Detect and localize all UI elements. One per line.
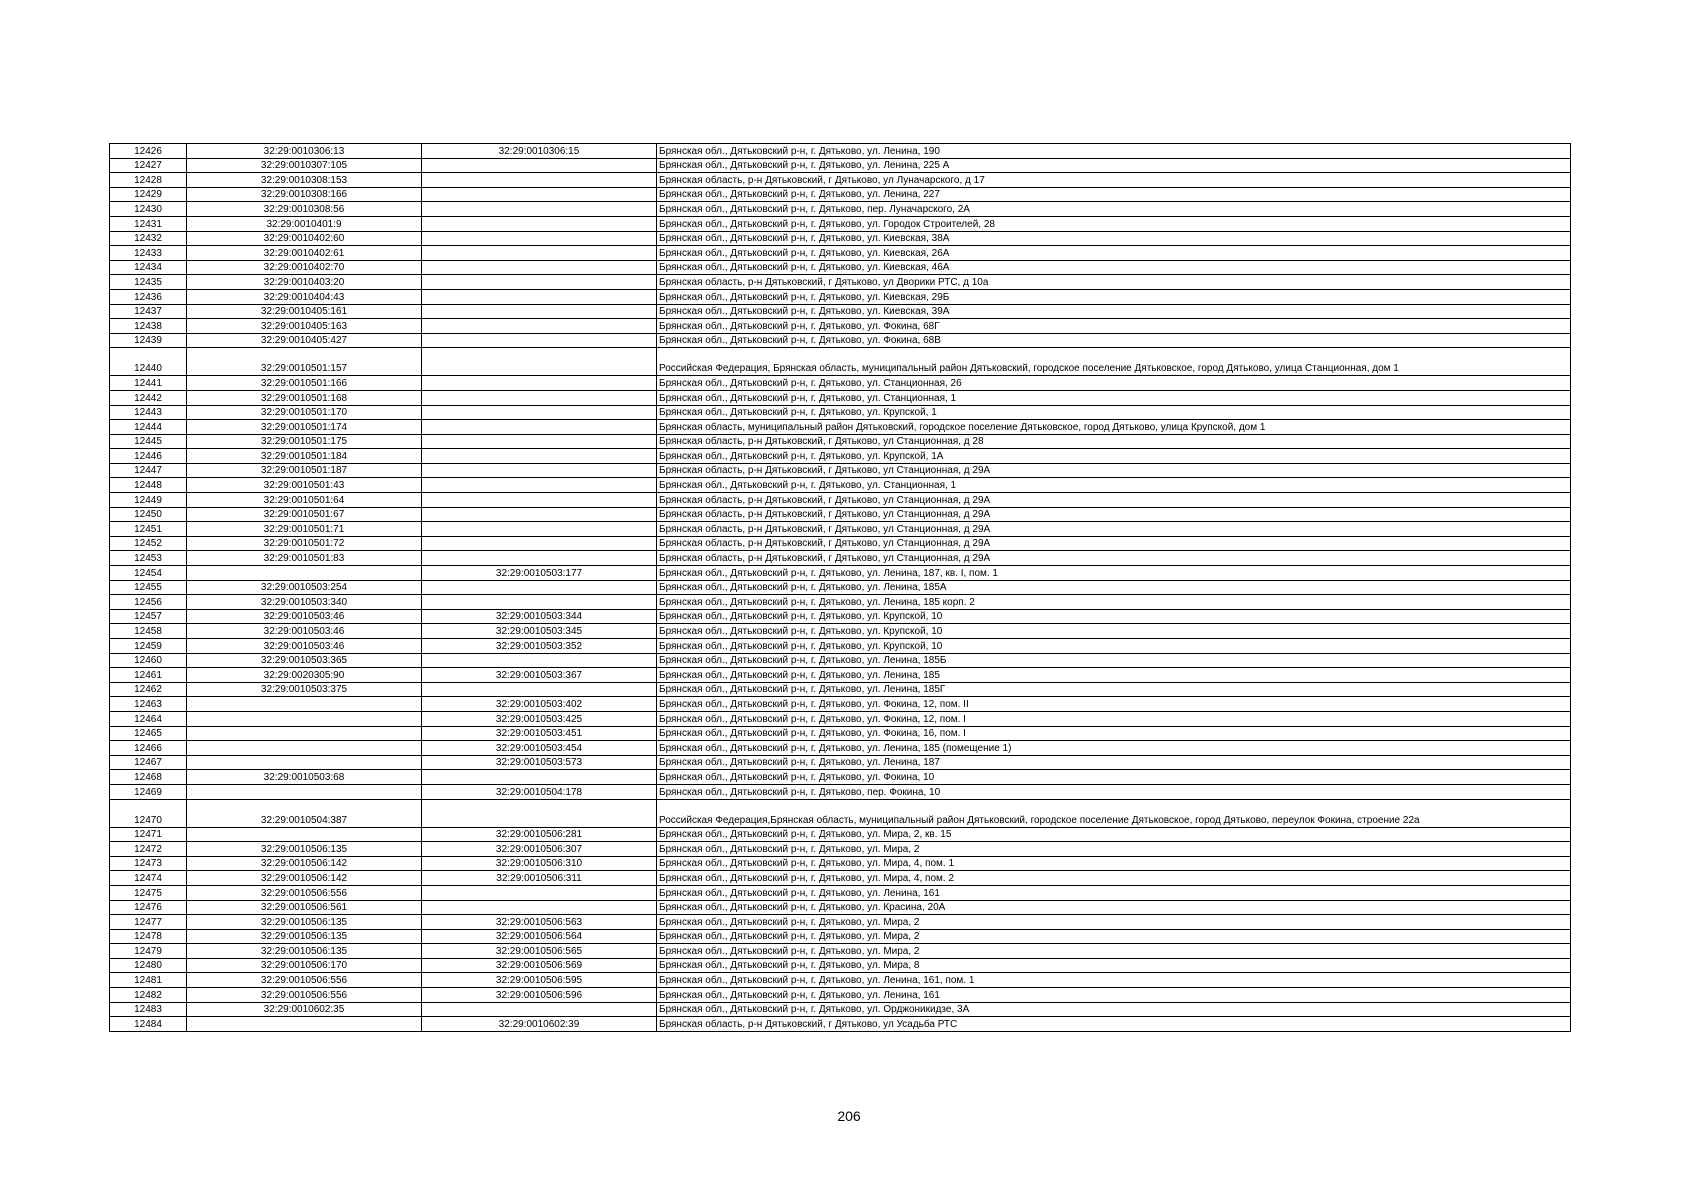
row-number-cell: 12439 [110,333,187,348]
land-cadastral-number-cell: 32:29:0010506:135 [187,842,422,857]
table-row [110,319,1571,334]
table-row [110,434,1571,449]
table-row [110,871,1571,886]
row-number-cell: 12454 [110,566,187,581]
row-number-cell: 12482 [110,988,187,1003]
address-cell: Брянская обл., Дятьковский р-н, г. Дятьково, ул. Ленина, 227 [657,187,1571,202]
row-number-cell: 12442 [110,390,187,405]
address-cell: Брянская обл., Дятьковский р-н, г. Дятьково, ул. Ленина, 185 [657,668,1571,683]
land-cadastral-number-cell: 32:29:0010308:153 [187,173,422,188]
land-cadastral-number-cell: 32:29:0010501:83 [187,551,422,566]
object-cadastral-number-cell [422,463,657,478]
land-cadastral-number-cell: 32:29:0010402:61 [187,246,422,261]
row-number-cell: 12451 [110,522,187,537]
row-number-cell: 12467 [110,755,187,770]
address-cell: Брянская обл., Дятьковский р-н, г. Дятьково, ул. Мира, 8 [657,958,1571,973]
table-row [110,900,1571,915]
row-number-cell: 12481 [110,973,187,988]
land-cadastral-number-cell: 32:29:0010506:142 [187,856,422,871]
table-row [110,1017,1571,1032]
object-cadastral-number-cell [422,885,657,900]
address-cell: Брянская обл., Дятьковский р-н, г. Дятьково, ул. Киевская, 38А [657,231,1571,246]
table-row [110,522,1571,537]
row-number-cell: 12484 [110,1017,187,1032]
table-row [110,275,1571,290]
address-cell: Российская Федерация,Брянская область, муниципальный район Дятьковский, городское поселение Дятьковское, город Дятьково, переулок Фокина, строение 22а [657,799,1571,827]
address-cell: Брянская обл., Дятьковский р-н, г. Дятьково, пер. Луначарского, 2А [657,202,1571,217]
registry-body [110,144,1571,1032]
table-row [110,333,1571,348]
land-cadastral-number-cell: 32:29:0010306:13 [187,144,422,159]
land-cadastral-number-cell: 32:29:0010503:68 [187,770,422,785]
land-cadastral-number-cell [187,697,422,712]
table-row [110,390,1571,405]
row-number-cell: 12468 [110,770,187,785]
address-cell: Брянская область, р-н Дятьковский, г Дятьково, ул Станционная, д 28 [657,434,1571,449]
address-cell: Брянская обл., Дятьковский р-н, г. Дятьково, ул. Ленина, 190 [657,144,1571,159]
object-cadastral-number-cell [422,202,657,217]
row-number-cell: 12432 [110,231,187,246]
address-cell: Брянская обл., Дятьковский р-н, г. Дятьково, ул. Фокина, 12, пом. I [657,711,1571,726]
table-row [110,493,1571,508]
land-cadastral-number-cell: 32:29:0010403:20 [187,275,422,290]
address-cell: Брянская обл., Дятьковский р-н, г. Дятьково, ул. Мира, 2, кв. 15 [657,827,1571,842]
row-number-cell: 12434 [110,260,187,275]
address-cell: Брянская область, р-н Дятьковский, г Дятьково, ул Луначарского, д 17 [657,173,1571,188]
row-number-cell: 12469 [110,784,187,799]
table-row [110,958,1571,973]
object-cadastral-number-cell: 32:29:0010504:178 [422,784,657,799]
address-cell: Брянская обл., Дятьковский р-н, г. Дятьково, ул. Красина, 20А [657,900,1571,915]
land-cadastral-number-cell: 32:29:0010506:135 [187,944,422,959]
table-row [110,420,1571,435]
object-cadastral-number-cell: 32:29:0010602:39 [422,1017,657,1032]
land-cadastral-number-cell [187,827,422,842]
table-row [110,711,1571,726]
land-cadastral-number-cell: 32:29:0010506:561 [187,900,422,915]
row-number-cell: 12459 [110,639,187,654]
object-cadastral-number-cell: 32:29:0010506:564 [422,929,657,944]
table-row [110,639,1571,654]
row-number-cell: 12476 [110,900,187,915]
object-cadastral-number-cell: 32:29:0010506:596 [422,988,657,1003]
object-cadastral-number-cell [422,595,657,610]
address-cell: Брянская обл., Дятьковский р-н, г. Дятьково, ул. Киевская, 29Б [657,289,1571,304]
row-number-cell: 12428 [110,173,187,188]
land-cadastral-number-cell: 32:29:0010501:184 [187,449,422,464]
table-row [110,799,1571,827]
table-row [110,449,1571,464]
table-row [110,842,1571,857]
table-row [110,1002,1571,1017]
land-cadastral-number-cell: 32:29:0010503:365 [187,653,422,668]
row-number-cell: 12456 [110,595,187,610]
row-number-cell: 12446 [110,449,187,464]
land-cadastral-number-cell: 32:29:0010501:67 [187,507,422,522]
object-cadastral-number-cell: 32:29:0010506:307 [422,842,657,857]
address-cell: Брянская обл., Дятьковский р-н, г. Дятьково, ул. Орджоникидзе, 3А [657,1002,1571,1017]
land-cadastral-number-cell: 32:29:0010402:70 [187,260,422,275]
row-number-cell: 12449 [110,493,187,508]
registry-table [109,143,1571,1032]
table-row [110,784,1571,799]
land-cadastral-number-cell: 32:29:0010503:375 [187,682,422,697]
row-number-cell: 12427 [110,158,187,173]
land-cadastral-number-cell: 32:29:0010503:254 [187,580,422,595]
address-cell: Брянская обл., Дятьковский р-н, г. Дятьково, ул. Ленина, 187 [657,755,1571,770]
table-row [110,246,1571,261]
object-cadastral-number-cell: 32:29:0010503:573 [422,755,657,770]
row-number-cell: 12431 [110,216,187,231]
land-cadastral-number-cell: 32:29:0010503:46 [187,639,422,654]
land-cadastral-number-cell: 32:29:0010405:163 [187,319,422,334]
table-row [110,478,1571,493]
row-number-cell: 12461 [110,668,187,683]
address-cell: Брянская область, р-н Дятьковский, г Дятьково, ул Станционная, д 29А [657,463,1571,478]
page-number: 206 [837,1108,861,1124]
object-cadastral-number-cell [422,246,657,261]
object-cadastral-number-cell: 32:29:0010506:310 [422,856,657,871]
row-number-cell: 12477 [110,915,187,930]
row-number-cell: 12457 [110,609,187,624]
object-cadastral-number-cell: 32:29:0010306:15 [422,144,657,159]
table-row [110,187,1571,202]
table-row [110,755,1571,770]
table-row [110,158,1571,173]
row-number-cell: 12445 [110,434,187,449]
table-row [110,624,1571,639]
row-number-cell: 12447 [110,463,187,478]
object-cadastral-number-cell: 32:29:0010506:311 [422,871,657,886]
object-cadastral-number-cell [422,173,657,188]
address-cell: Брянская обл., Дятьковский р-н, г. Дятьково, ул. Ленина, 161, пом. 1 [657,973,1571,988]
address-cell: Брянская обл., Дятьковский р-н, г. Дятьково, ул. Крупской, 1А [657,449,1571,464]
address-cell: Брянская обл., Дятьковский р-н, г. Дятьково, ул. Фокина, 16, пом. I [657,726,1571,741]
address-cell: Брянская область, р-н Дятьковский, г Дятьково, ул Станционная, д 29А [657,522,1571,537]
row-number-cell: 12436 [110,289,187,304]
address-cell: Брянская обл., Дятьковский р-н, г. Дятьково, ул. Ленина, 185А [657,580,1571,595]
object-cadastral-number-cell [422,319,657,334]
address-cell: Брянская область, р-н Дятьковский, г Дятьково, ул Станционная, д 29А [657,493,1571,508]
row-number-cell: 12470 [110,799,187,827]
address-cell: Брянская область, р-н Дятьковский, г Дятьково, ул Дворики РТС, д 10а [657,275,1571,290]
address-cell: Брянская обл., Дятьковский р-н, г. Дятьково, ул. Мира, 2 [657,929,1571,944]
row-number-cell: 12466 [110,741,187,756]
address-cell: Брянская область, р-н Дятьковский, г Дятьково, ул Станционная, д 29А [657,536,1571,551]
object-cadastral-number-cell: 32:29:0010503:367 [422,668,657,683]
land-cadastral-number-cell: 32:29:0010501:72 [187,536,422,551]
object-cadastral-number-cell [422,376,657,391]
land-cadastral-number-cell: 32:29:0010503:46 [187,609,422,624]
object-cadastral-number-cell [422,434,657,449]
table-row [110,653,1571,668]
address-cell: Брянская обл., Дятьковский р-н, г. Дятьково, ул. Ленина, 161 [657,885,1571,900]
row-number-cell: 12452 [110,536,187,551]
row-number-cell: 12465 [110,726,187,741]
land-cadastral-number-cell [187,711,422,726]
address-cell: Брянская обл., Дятьковский р-н, г. Дятьково, ул. Крупской, 10 [657,639,1571,654]
land-cadastral-number-cell: 32:29:0010501:166 [187,376,422,391]
table-row [110,536,1571,551]
table-row [110,376,1571,391]
table-row [110,216,1571,231]
object-cadastral-number-cell: 32:29:0010503:344 [422,609,657,624]
object-cadastral-number-cell [422,420,657,435]
table-row [110,507,1571,522]
row-number-cell: 12458 [110,624,187,639]
land-cadastral-number-cell: 32:29:0010501:187 [187,463,422,478]
table-row [110,566,1571,581]
object-cadastral-number-cell [422,1002,657,1017]
land-cadastral-number-cell: 32:29:0010506:135 [187,929,422,944]
object-cadastral-number-cell: 32:29:0010506:565 [422,944,657,959]
row-number-cell: 12455 [110,580,187,595]
table-row [110,915,1571,930]
row-number-cell: 12475 [110,885,187,900]
land-cadastral-number-cell: 32:29:0010501:71 [187,522,422,537]
object-cadastral-number-cell: 32:29:0010506:563 [422,915,657,930]
row-number-cell: 12437 [110,304,187,319]
land-cadastral-number-cell: 32:29:0010504:387 [187,799,422,827]
address-cell: Брянская обл., Дятьковский р-н, г. Дятьково, ул. Киевская, 46А [657,260,1571,275]
land-cadastral-number-cell: 32:29:0010401:9 [187,216,422,231]
table-row [110,770,1571,785]
object-cadastral-number-cell [422,551,657,566]
table-row [110,697,1571,712]
land-cadastral-number-cell: 32:29:0010501:170 [187,405,422,420]
address-cell: Брянская обл., Дятьковский р-н, г. Дятьково, ул. Ленина, 161 [657,988,1571,1003]
row-number-cell: 12440 [110,348,187,376]
object-cadastral-number-cell: 32:29:0010503:345 [422,624,657,639]
land-cadastral-number-cell: 32:29:0010501:168 [187,390,422,405]
land-cadastral-number-cell: 32:29:0010602:35 [187,1002,422,1017]
object-cadastral-number-cell [422,580,657,595]
object-cadastral-number-cell [422,682,657,697]
table-row [110,827,1571,842]
address-cell: Брянская обл., Дятьковский р-н, г. Дятьково, ул. Станционная, 26 [657,376,1571,391]
object-cadastral-number-cell [422,390,657,405]
land-cadastral-number-cell [187,726,422,741]
land-cadastral-number-cell [187,741,422,756]
table-row [110,144,1571,159]
land-cadastral-number-cell: 32:29:0010307:105 [187,158,422,173]
row-number-cell: 12426 [110,144,187,159]
address-cell: Брянская обл., Дятьковский р-н, г. Дятьково, пер. Фокина, 10 [657,784,1571,799]
address-cell: Брянская область, р-н Дятьковский, г Дятьково, ул Усадьба РТС [657,1017,1571,1032]
land-cadastral-number-cell: 32:29:0010506:135 [187,915,422,930]
land-cadastral-number-cell: 32:29:0010501:64 [187,493,422,508]
address-cell: Брянская область, р-н Дятьковский, г Дятьково, ул Станционная, д 29А [657,507,1571,522]
address-cell: Брянская обл., Дятьковский р-н, г. Дятьково, ул. Городок Строителей, 28 [657,216,1571,231]
address-cell: Брянская область, р-н Дятьковский, г Дятьково, ул Станционная, д 29А [657,551,1571,566]
table-row [110,173,1571,188]
row-number-cell: 12453 [110,551,187,566]
object-cadastral-number-cell [422,493,657,508]
table-row [110,463,1571,478]
land-cadastral-number-cell: 32:29:0010402:60 [187,231,422,246]
row-number-cell: 12433 [110,246,187,261]
table-row [110,289,1571,304]
address-cell: Брянская обл., Дятьковский р-н, г. Дятьково, ул. Мира, 2 [657,915,1571,930]
row-number-cell: 12478 [110,929,187,944]
row-number-cell: 12471 [110,827,187,842]
address-cell: Брянская обл., Дятьковский р-н, г. Дятьково, ул. Фокина, 68Г [657,319,1571,334]
address-cell: Брянская обл., Дятьковский р-н, г. Дятьково, ул. Мира, 4, пом. 2 [657,871,1571,886]
address-cell: Брянская обл., Дятьковский р-н, г. Дятьково, ул. Крупской, 1 [657,405,1571,420]
address-cell: Брянская обл., Дятьковский р-н, г. Дятьково, ул. Мира, 4, пом. 1 [657,856,1571,871]
land-cadastral-number-cell: 32:29:0010506:556 [187,973,422,988]
address-cell: Брянская обл., Дятьковский р-н, г. Дятьково, ул. Ленина, 185Б [657,653,1571,668]
land-cadastral-number-cell: 32:29:0010405:161 [187,304,422,319]
land-cadastral-number-cell: 32:29:0010501:175 [187,434,422,449]
row-number-cell: 12464 [110,711,187,726]
table-row [110,405,1571,420]
land-cadastral-number-cell: 32:29:0010308:166 [187,187,422,202]
table-row [110,929,1571,944]
table-row [110,202,1571,217]
address-cell: Брянская обл., Дятьковский р-н, г. Дятьково, ул. Фокина, 68В [657,333,1571,348]
object-cadastral-number-cell [422,770,657,785]
table-row [110,348,1571,376]
object-cadastral-number-cell [422,231,657,246]
table-row [110,726,1571,741]
object-cadastral-number-cell: 32:29:0010506:595 [422,973,657,988]
address-cell: Брянская обл., Дятьковский р-н, г. Дятьково, ул. Ленина, 187, кв. I, пом. 1 [657,566,1571,581]
land-cadastral-number-cell: 32:29:0010503:46 [187,624,422,639]
table-row [110,609,1571,624]
table-row [110,304,1571,319]
address-cell: Брянская обл., Дятьковский р-н, г. Дятьково, ул. Мира, 2 [657,944,1571,959]
address-cell: Брянская обл., Дятьковский р-н, г. Дятьково, ул. Фокина, 12, пом. II [657,697,1571,712]
address-cell: Брянская обл., Дятьковский р-н, г. Дятьково, ул. Ленина, 225 А [657,158,1571,173]
object-cadastral-number-cell [422,405,657,420]
table-row [110,988,1571,1003]
row-number-cell: 12429 [110,187,187,202]
table-row [110,231,1571,246]
table-row [110,856,1571,871]
land-cadastral-number-cell: 32:29:0010506:142 [187,871,422,886]
object-cadastral-number-cell: 32:29:0010503:352 [422,639,657,654]
object-cadastral-number-cell: 32:29:0010506:281 [422,827,657,842]
object-cadastral-number-cell [422,187,657,202]
object-cadastral-number-cell [422,216,657,231]
row-number-cell: 12473 [110,856,187,871]
row-number-cell: 12483 [110,1002,187,1017]
address-cell: Брянская обл., Дятьковский р-н, г. Дятьково, ул. Станционная, 1 [657,478,1571,493]
object-cadastral-number-cell [422,260,657,275]
object-cadastral-number-cell [422,348,657,376]
land-cadastral-number-cell: 32:29:0010506:556 [187,885,422,900]
table-row [110,682,1571,697]
address-cell: Брянская обл., Дятьковский р-н, г. Дятьково, ул. Киевская, 26А [657,246,1571,261]
object-cadastral-number-cell [422,478,657,493]
address-cell: Брянская область, муниципальный район Дятьковский, городское поселение Дятьковское, город Дятьково, улица Крупской, дом 1 [657,420,1571,435]
object-cadastral-number-cell [422,507,657,522]
table-row [110,580,1571,595]
row-number-cell: 12450 [110,507,187,522]
address-cell: Брянская обл., Дятьковский р-н, г. Дятьково, ул. Ленина, 185Г [657,682,1571,697]
address-cell: Брянская обл., Дятьковский р-н, г. Дятьково, ул. Мира, 2 [657,842,1571,857]
land-cadastral-number-cell: 32:29:0020305:90 [187,668,422,683]
table-row [110,551,1571,566]
table-row [110,973,1571,988]
object-cadastral-number-cell: 32:29:0010503:177 [422,566,657,581]
object-cadastral-number-cell [422,536,657,551]
row-number-cell: 12463 [110,697,187,712]
land-cadastral-number-cell: 32:29:0010501:43 [187,478,422,493]
object-cadastral-number-cell [422,158,657,173]
object-cadastral-number-cell: 32:29:0010503:454 [422,741,657,756]
object-cadastral-number-cell [422,333,657,348]
object-cadastral-number-cell [422,289,657,304]
row-number-cell: 12435 [110,275,187,290]
row-number-cell: 12472 [110,842,187,857]
table-row [110,885,1571,900]
object-cadastral-number-cell [422,900,657,915]
object-cadastral-number-cell: 32:29:0010503:425 [422,711,657,726]
row-number-cell: 12462 [110,682,187,697]
address-cell: Брянская обл., Дятьковский р-н, г. Дятьково, ул. Киевская, 39А [657,304,1571,319]
row-number-cell: 12448 [110,478,187,493]
table-row [110,668,1571,683]
address-cell: Российская Федерация, Брянская область, муниципальный район Дятьковский, городское поселение Дятьковское, город Дятьково, улица Станционная, дом 1 [657,348,1571,376]
object-cadastral-number-cell [422,275,657,290]
land-cadastral-number-cell [187,566,422,581]
object-cadastral-number-cell: 32:29:0010503:402 [422,697,657,712]
land-cadastral-number-cell: 32:29:0010404:43 [187,289,422,304]
row-number-cell: 12438 [110,319,187,334]
address-cell: Брянская обл., Дятьковский р-н, г. Дятьково, ул. Фокина, 10 [657,770,1571,785]
table-row [110,944,1571,959]
object-cadastral-number-cell [422,449,657,464]
land-cadastral-number-cell [187,784,422,799]
land-cadastral-number-cell [187,1017,422,1032]
table-row [110,260,1571,275]
address-cell: Брянская обл., Дятьковский р-н, г. Дятьково, ул. Станционная, 1 [657,390,1571,405]
row-number-cell: 12480 [110,958,187,973]
table-row [110,741,1571,756]
object-cadastral-number-cell [422,653,657,668]
row-number-cell: 12474 [110,871,187,886]
row-number-cell: 12430 [110,202,187,217]
address-cell: Брянская обл., Дятьковский р-н, г. Дятьково, ул. Ленина, 185 корп. 2 [657,595,1571,610]
land-cadastral-number-cell: 32:29:0010308:56 [187,202,422,217]
address-cell: Брянская обл., Дятьковский р-н, г. Дятьково, ул. Крупской, 10 [657,624,1571,639]
row-number-cell: 12479 [110,944,187,959]
land-cadastral-number-cell: 32:29:0010501:157 [187,348,422,376]
address-cell: Брянская обл., Дятьковский р-н, г. Дятьково, ул. Ленина, 185 (помещение 1) [657,741,1571,756]
object-cadastral-number-cell: 32:29:0010506:569 [422,958,657,973]
row-number-cell: 12444 [110,420,187,435]
land-cadastral-number-cell [187,755,422,770]
land-cadastral-number-cell: 32:29:0010506:170 [187,958,422,973]
row-number-cell: 12441 [110,376,187,391]
table-row [110,595,1571,610]
land-cadastral-number-cell: 32:29:0010405:427 [187,333,422,348]
land-cadastral-number-cell: 32:29:0010506:556 [187,988,422,1003]
object-cadastral-number-cell: 32:29:0010503:451 [422,726,657,741]
object-cadastral-number-cell [422,799,657,827]
object-cadastral-number-cell [422,522,657,537]
address-cell: Брянская обл., Дятьковский р-н, г. Дятьково, ул. Крупской, 10 [657,609,1571,624]
land-cadastral-number-cell: 32:29:0010503:340 [187,595,422,610]
object-cadastral-number-cell [422,304,657,319]
row-number-cell: 12443 [110,405,187,420]
land-cadastral-number-cell: 32:29:0010501:174 [187,420,422,435]
row-number-cell: 12460 [110,653,187,668]
